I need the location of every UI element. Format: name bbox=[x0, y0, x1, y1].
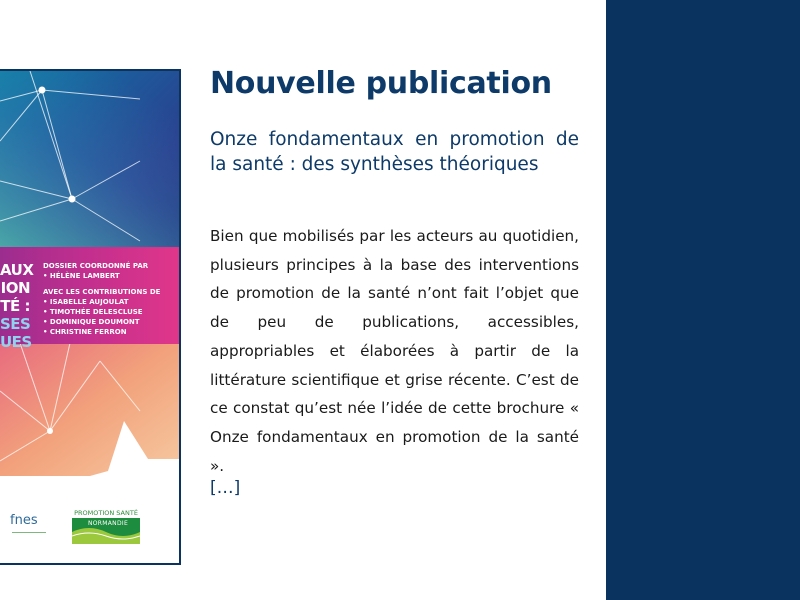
coordinator-name: • HÉLÈNE LAMBERT bbox=[43, 272, 120, 280]
right-side-panel bbox=[606, 0, 800, 600]
logo-ps-mark bbox=[72, 518, 140, 544]
contributor-name: • CHRISTINE FERRON bbox=[43, 328, 127, 336]
contributor-name: • TIMOTHÉE DELESCLUSE bbox=[43, 308, 143, 316]
publication-description: Bien que mobilisés par les acteurs au quotidien, plusieurs principes à la base des interventions de promotion de la santé n’ont fait l’objet que de peu de publications, accessibles, appropriables et élaborées à partir de la littérature scientifique et grise récente. C’est de ce constat qu’est née l’idée de cette brochure « Onze fondamentaux en promotion de la santé ». bbox=[210, 227, 579, 475]
cover-title-fragment bbox=[0, 261, 34, 351]
publication-cover-image[interactable] bbox=[0, 69, 181, 565]
cover-title-band bbox=[0, 247, 179, 351]
cover-credits bbox=[43, 261, 177, 337]
cover-title-line: AUX bbox=[0, 261, 34, 279]
promotion-sante-normandie-logo bbox=[70, 509, 142, 549]
contributor-name: • ISABELLE AUJOULAT bbox=[43, 298, 129, 306]
page-title: Nouvelle publication bbox=[210, 66, 552, 101]
logo-ps-title: PROMOTION SANTÉ bbox=[74, 509, 138, 517]
fnes-logo bbox=[6, 513, 46, 549]
fnes-logo-text: fnes bbox=[10, 513, 38, 528]
cover-title-line: ION bbox=[0, 279, 30, 297]
contributor-name: • DOMINIQUE DOUMONT bbox=[43, 318, 140, 326]
read-more-link[interactable]: […] bbox=[210, 478, 241, 498]
logo-ps-normandie: NORMANDIE bbox=[88, 520, 129, 527]
cover-title-line: UES bbox=[0, 333, 32, 351]
cover-logos bbox=[0, 493, 179, 565]
cover-title-line: SES bbox=[0, 315, 31, 333]
publication-subtitle: Onze fondamentaux en promotion de la santé : des synthèses théoriques bbox=[210, 129, 579, 175]
coordination-label: DOSSIER COORDONNÉ PAR bbox=[43, 262, 149, 270]
cover-title-line: TÉ : bbox=[0, 297, 30, 315]
contributions-label: AVEC LES CONTRIBUTIONS DE bbox=[43, 288, 161, 296]
